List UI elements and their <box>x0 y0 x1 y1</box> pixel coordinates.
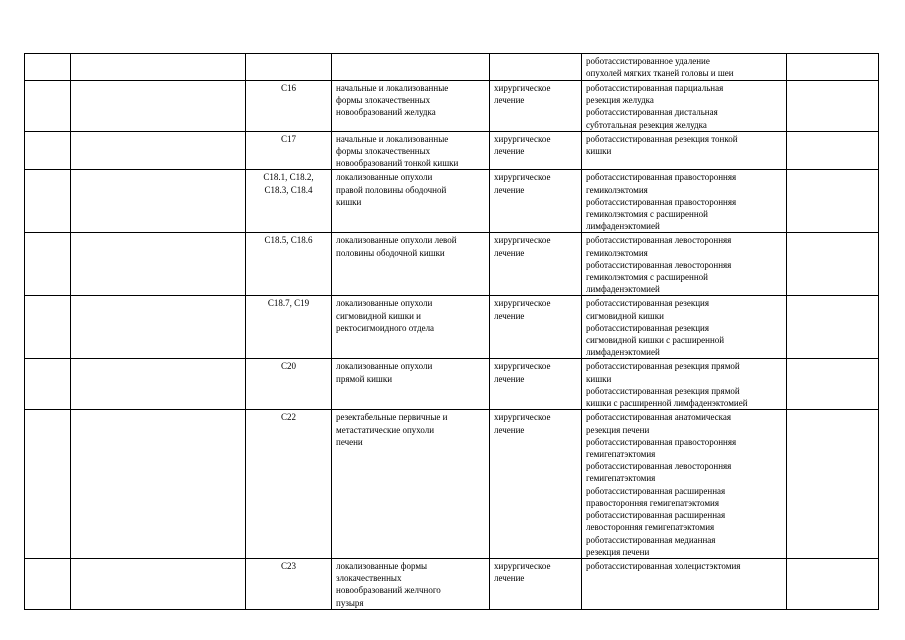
treatment-cell <box>490 410 582 558</box>
method-cell-line: кишки <box>586 146 612 157</box>
diagnosis-cell-line: локализованные опухоли <box>336 172 433 183</box>
method-cell-line: кишки с расширенной лимфаденэктомией <box>586 398 748 409</box>
diagnosis-cell-line: резектабельные первичные и <box>336 412 448 423</box>
method-cell-line: субтотальная резекция желудка <box>586 119 707 130</box>
number-cell <box>25 410 71 558</box>
diagnosis-cell-line: прямой кишки <box>336 373 393 384</box>
group-cell <box>71 359 246 410</box>
group-cell <box>71 558 246 609</box>
table-body <box>25 54 879 610</box>
group-cell <box>71 410 246 558</box>
method-cell-line: роботассистированная парциальная <box>586 83 724 93</box>
method-cell-line: роботассистированная анатомическая <box>586 412 732 423</box>
method-cell-line: роботассистированная левосторонняя <box>586 259 732 270</box>
method-cell-line: роботассистированная резекция <box>586 322 709 333</box>
diagnosis-cell-line: пузыря <box>336 597 364 608</box>
method-cell-line: резекция печени <box>586 546 650 557</box>
cost-cell <box>787 170 879 233</box>
code-cell <box>246 131 332 170</box>
method-cell-line: роботассистированная левосторонняя <box>586 235 732 246</box>
method-cell-line: кишки <box>586 373 612 384</box>
procedures-table <box>24 53 879 610</box>
method-cell-line: роботассистированная дистальная <box>586 107 718 118</box>
code-cell-line: C20 <box>280 361 296 372</box>
method-cell-line: роботассистированная расширенная <box>586 510 726 521</box>
cost-cell <box>787 233 879 296</box>
treatment-cell-line: хирургическое <box>494 235 551 246</box>
table-row <box>25 170 879 233</box>
method-cell-line: гемиколэктомия <box>586 184 648 195</box>
method-cell-line: лимфаденэктомией <box>586 284 660 295</box>
diagnosis-cell <box>332 131 490 170</box>
diagnosis-cell-line: ректосигмоидного отдела <box>336 322 435 333</box>
diagnosis-cell-line: локализованные опухоли <box>336 361 433 372</box>
diagnosis-cell-line: формы злокачественных <box>336 146 431 157</box>
diagnosis-cell-line: половины ободочной кишки <box>336 247 445 258</box>
treatment-cell-line: лечение <box>494 247 525 258</box>
diagnosis-cell <box>332 54 490 81</box>
diagnosis-cell-line: печени <box>336 436 363 447</box>
diagnosis-cell-line: новообразований желчного <box>336 585 441 596</box>
table-row <box>25 81 879 132</box>
treatment-cell-line: хирургическое <box>494 83 551 93</box>
method-cell <box>582 54 787 81</box>
number-cell <box>25 170 71 233</box>
number-cell <box>25 558 71 609</box>
method-cell-line: сигмовидной кишки с расширенной <box>586 335 725 346</box>
diagnosis-cell <box>332 558 490 609</box>
code-cell <box>246 359 332 410</box>
code-cell <box>246 170 332 233</box>
code-cell <box>246 296 332 359</box>
cost-cell <box>787 296 879 359</box>
method-cell <box>582 296 787 359</box>
method-cell-line: левосторонняя гемигепатэктомия <box>586 522 715 533</box>
method-cell-line: опухолей мягких тканей головы и шеи <box>586 68 734 79</box>
code-cell-line: C22 <box>280 412 296 423</box>
table-row <box>25 54 879 81</box>
method-cell-line: роботассистированное удаление <box>586 56 710 66</box>
code-cell-line: C23 <box>280 560 296 571</box>
diagnosis-cell <box>332 81 490 132</box>
treatment-cell <box>490 558 582 609</box>
diagnosis-cell-line: метастатические опухоли <box>336 424 435 435</box>
treatment-cell-line: лечение <box>494 373 525 384</box>
diagnosis-cell-line: кишки <box>336 196 362 207</box>
method-cell-line: резекция печени <box>586 424 650 435</box>
cost-cell <box>787 54 879 81</box>
diagnosis-cell <box>332 296 490 359</box>
treatment-cell-line: хирургическое <box>494 412 551 423</box>
code-cell <box>246 558 332 609</box>
number-cell <box>25 233 71 296</box>
diagnosis-cell <box>332 233 490 296</box>
method-cell-line: правосторонняя гемигепатэктомия <box>586 497 719 508</box>
treatment-cell-line: хирургическое <box>494 560 551 571</box>
code-cell-line: C18.5, C18.6 <box>264 235 313 246</box>
table-row <box>25 558 879 609</box>
group-cell <box>71 81 246 132</box>
method-cell-line: роботассистированная расширенная <box>586 485 726 496</box>
treatment-cell <box>490 131 582 170</box>
code-cell <box>246 233 332 296</box>
treatment-cell <box>490 296 582 359</box>
method-cell-line: роботассистированная резекция тонкой <box>586 133 738 144</box>
method-cell-line: роботассистированная левосторонняя <box>586 461 732 472</box>
diagnosis-cell-line: локализованные опухоли левой <box>336 235 457 246</box>
treatment-cell <box>490 359 582 410</box>
method-cell-line: роботассистированная правосторонняя <box>586 172 737 183</box>
cost-cell <box>787 131 879 170</box>
diagnosis-cell-line: формы злокачественных <box>336 95 431 106</box>
treatment-cell-line: хирургическое <box>494 133 551 144</box>
group-cell <box>71 170 246 233</box>
group-cell <box>71 296 246 359</box>
cost-cell <box>787 359 879 410</box>
method-cell-line: лимфаденэктомией <box>586 347 660 358</box>
method-cell-line: гемиколэктомия с расширенной <box>586 272 708 283</box>
code-cell <box>246 81 332 132</box>
code-cell <box>246 410 332 558</box>
method-cell <box>582 410 787 558</box>
method-cell-line: роботассистированная холецистэктомия <box>586 560 741 571</box>
diagnosis-cell <box>332 410 490 558</box>
number-cell <box>25 359 71 410</box>
method-cell-line: сигмовидной кишки <box>586 310 664 321</box>
treatment-cell-line: лечение <box>494 184 525 195</box>
treatment-cell-line: лечение <box>494 146 525 157</box>
method-cell-line: роботассистированная резекция прямой <box>586 361 740 372</box>
treatment-cell-line: хирургическое <box>494 298 551 309</box>
treatment-cell <box>490 54 582 81</box>
method-cell <box>582 170 787 233</box>
table-row <box>25 359 879 410</box>
treatment-cell-line: хирургическое <box>494 172 551 183</box>
method-cell-line: гемигепатэктомия <box>586 473 656 484</box>
table-row <box>25 296 879 359</box>
treatment-cell <box>490 81 582 132</box>
diagnosis-cell-line: локализованные опухоли <box>336 298 433 309</box>
method-cell-line: роботассистированная резекция <box>586 298 709 309</box>
code-cell-line: C17 <box>280 133 296 144</box>
diagnosis-cell-line: начальные и локализованные <box>336 133 449 144</box>
method-cell-line: роботассистированная медианная <box>586 534 716 545</box>
treatment-cell-line: лечение <box>494 310 525 321</box>
diagnosis-cell-line: новообразований тонкой кишки <box>336 158 459 169</box>
code-cell-line: C18.1, C18.2, <box>263 172 314 183</box>
diagnosis-cell <box>332 359 490 410</box>
method-cell-line: гемигепатэктомия <box>586 449 656 460</box>
table-row <box>25 410 879 558</box>
code-cell-line: C18.7, C19 <box>267 298 310 309</box>
number-cell <box>25 131 71 170</box>
table-row <box>25 233 879 296</box>
method-cell-line: резекция желудка <box>586 95 654 106</box>
number-cell <box>25 81 71 132</box>
method-cell-line: роботассистированная правосторонняя <box>586 196 737 207</box>
method-cell-line: роботассистированная правосторонняя <box>586 436 737 447</box>
group-cell <box>71 54 246 81</box>
cost-cell <box>787 558 879 609</box>
treatment-cell-line: хирургическое <box>494 361 551 372</box>
method-cell <box>582 233 787 296</box>
number-cell <box>25 296 71 359</box>
diagnosis-cell-line: начальные и локализованные <box>336 83 449 93</box>
method-cell-line: гемиколэктомия <box>586 247 648 258</box>
diagnosis-cell-line: правой половины ободочной <box>336 184 447 195</box>
cost-cell <box>787 81 879 132</box>
method-cell <box>582 81 787 132</box>
diagnosis-cell-line: новообразований желудка <box>336 107 436 118</box>
code-cell <box>246 54 332 81</box>
method-cell-line: гемиколэктомия с расширенной <box>586 209 708 220</box>
table-row <box>25 131 879 170</box>
treatment-cell <box>490 170 582 233</box>
treatment-cell-line: лечение <box>494 95 525 106</box>
diagnosis-cell-line: злокачественных <box>336 573 402 584</box>
diagnosis-cell <box>332 170 490 233</box>
cost-cell <box>787 410 879 558</box>
treatment-cell-line: лечение <box>494 424 525 435</box>
code-cell-line: C18.3, C18.4 <box>264 184 313 195</box>
treatment-cell <box>490 233 582 296</box>
diagnosis-cell-line: сигмовидной кишки и <box>336 310 421 321</box>
treatment-cell-line: лечение <box>494 573 525 584</box>
method-cell <box>582 359 787 410</box>
number-cell <box>25 54 71 81</box>
group-cell <box>71 233 246 296</box>
method-cell <box>582 131 787 170</box>
group-cell <box>71 131 246 170</box>
diagnosis-cell-line: локализованные формы <box>336 560 428 571</box>
method-cell-line: роботассистированная резекция прямой <box>586 385 740 396</box>
method-cell <box>582 558 787 609</box>
method-cell-line: лимфаденэктомией <box>586 221 660 232</box>
code-cell-line: C16 <box>280 83 296 93</box>
